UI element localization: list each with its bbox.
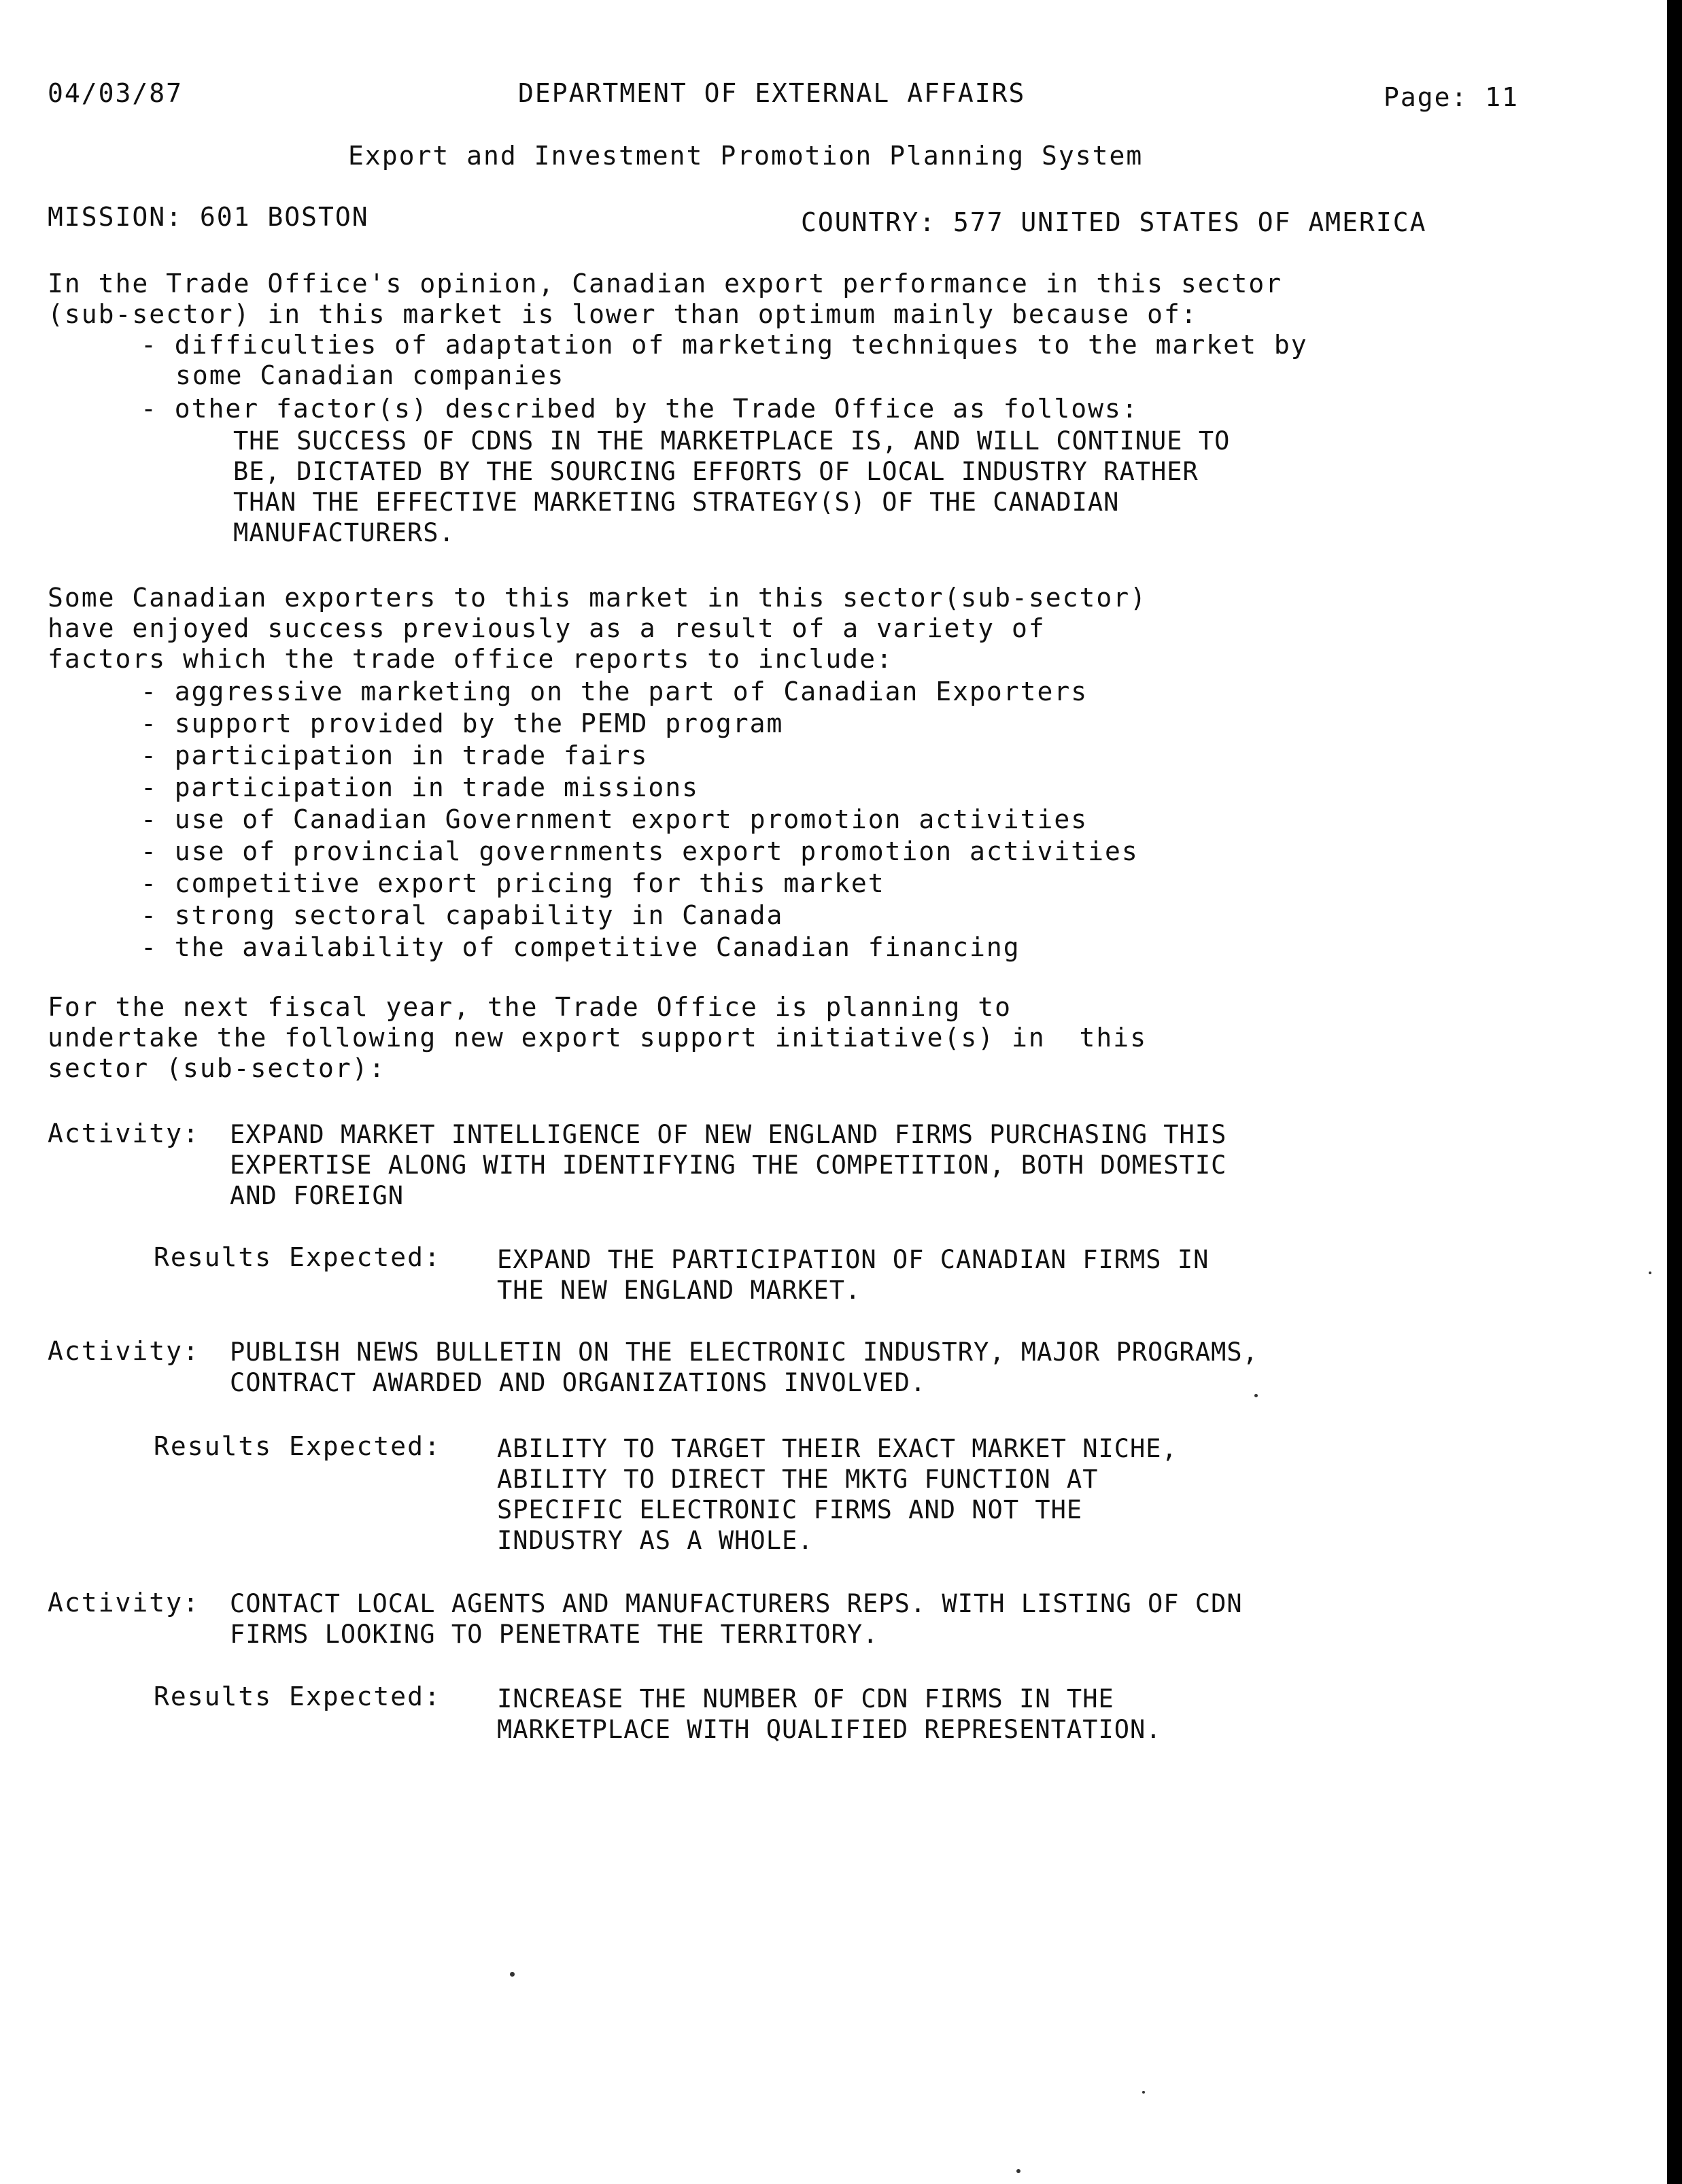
system-title: Export and Investment Promotion Planning System	[348, 141, 1144, 171]
plan-intro-line-3: sector (sub-sector):	[48, 1053, 386, 1083]
activity-line: CONTACT LOCAL AGENTS AND MANUFACTURERS REPS. WITH LISTING OF CDN	[230, 1589, 1243, 1618]
department-title: DEPARTMENT OF EXTERNAL AFFAIRS	[518, 78, 1026, 108]
results-expected-label: Results Expected:	[154, 1242, 441, 1272]
results-line: THE NEW ENGLAND MARKET.	[497, 1276, 861, 1305]
plan-intro-line-2: undertake the following new export support initiative(s) in this	[48, 1023, 1148, 1053]
scan-speck	[1254, 1394, 1258, 1397]
results-line: MARKETPLACE WITH QUALIFIED REPRESENTATION.	[497, 1715, 1162, 1744]
success-factor: - support provided by the PEMD program	[141, 709, 784, 738]
opinion-intro-line-2: (sub-sector) in this market is lower than optimum mainly because of:	[48, 299, 1198, 329]
opinion-item-2: - other factor(s) described by the Trade Office as follows:	[141, 394, 1139, 424]
country-field: COUNTRY: 577 UNITED STATES OF AMERICA	[801, 207, 1427, 237]
success-intro-line-1: Some Canadian exporters to this market in this sector(sub-sector)	[48, 583, 1148, 613]
opinion-intro-line-1: In the Trade Office's opinion, Canadian export performance in this sector	[48, 269, 1283, 298]
success-intro-line-2: have enjoyed success previously as a result of a variety of	[48, 613, 1046, 643]
opinion-item-1-line-1: - difficulties of adaptation of marketing techniques to the market by	[141, 330, 1308, 360]
activity-label: Activity:	[48, 1336, 200, 1366]
opinion-item-1-line-2: some Canadian companies	[175, 360, 565, 390]
success-factor: - strong sectoral capability in Canada	[141, 900, 784, 930]
opinion-detail-line-1: THE SUCCESS OF CDNS IN THE MARKETPLACE IS, AND WILL CONTINUE TO	[233, 426, 1231, 456]
activity-line: FIRMS LOOKING TO PENETRATE THE TERRITORY.	[230, 1620, 879, 1649]
scan-speck	[1142, 2091, 1145, 2094]
results-expected-label: Results Expected:	[154, 1682, 441, 1711]
activity-line: AND FOREIGN	[230, 1181, 405, 1210]
scan-speck	[510, 1972, 515, 1977]
success-factor: - participation in trade fairs	[141, 740, 649, 770]
plan-intro-line-1: For the next fiscal year, the Trade Office is planning to	[48, 992, 1012, 1022]
opinion-detail-line-3: THAN THE EFFECTIVE MARKETING STRATEGY(S) OF THE CANADIAN	[233, 488, 1120, 517]
results-line: INCREASE THE NUMBER OF CDN FIRMS IN THE	[497, 1684, 1114, 1713]
success-factor: - use of Canadian Government export promotion activities	[141, 804, 1088, 834]
report-date: 04/03/87	[48, 78, 184, 108]
success-factor: - competitive export pricing for this market	[141, 868, 885, 898]
scan-edge	[1667, 0, 1682, 2184]
page-number: Page: 11	[1384, 82, 1520, 112]
success-factor: - use of provincial governments export promotion activities	[141, 836, 1139, 866]
scan-speck	[1649, 1272, 1651, 1274]
opinion-detail-line-4: MANUFACTURERS.	[233, 518, 455, 547]
results-line: EXPAND THE PARTICIPATION OF CANADIAN FIRMS IN	[497, 1245, 1209, 1274]
results-line: ABILITY TO TARGET THEIR EXACT MARKET NICHE,	[497, 1434, 1178, 1463]
results-line: SPECIFIC ELECTRONIC FIRMS AND NOT THE	[497, 1495, 1083, 1524]
success-factor: - the availability of competitive Canadian financing	[141, 932, 1020, 962]
results-line: INDUSTRY AS A WHOLE.	[497, 1526, 814, 1555]
opinion-detail-line-2: BE, DICTATED BY THE SOURCING EFFORTS OF LOCAL INDUSTRY RATHER	[233, 457, 1199, 486]
mission-field: MISSION: 601 BOSTON	[48, 202, 369, 232]
success-intro-line-3: factors which the trade office reports to include:	[48, 644, 893, 674]
activity-label: Activity:	[48, 1588, 200, 1618]
results-expected-label: Results Expected:	[154, 1431, 441, 1461]
results-line: ABILITY TO DIRECT THE MKTG FUNCTION AT	[497, 1465, 1099, 1494]
success-factor: - aggressive marketing on the part of Canadian Exporters	[141, 677, 1088, 706]
activity-label: Activity:	[48, 1119, 200, 1148]
activity-line: CONTRACT AWARDED AND ORGANIZATIONS INVOLVED.	[230, 1368, 927, 1397]
activity-line: EXPERTISE ALONG WITH IDENTIFYING THE COMPETITION, BOTH DOMESTIC	[230, 1150, 1227, 1180]
activity-line: EXPAND MARKET INTELLIGENCE OF NEW ENGLAND FIRMS PURCHASING THIS	[230, 1120, 1227, 1149]
success-factor: - participation in trade missions	[141, 772, 699, 802]
activity-line: PUBLISH NEWS BULLETIN ON THE ELECTRONIC INDUSTRY, MAJOR PROGRAMS,	[230, 1337, 1258, 1367]
scan-speck	[1016, 2169, 1020, 2173]
